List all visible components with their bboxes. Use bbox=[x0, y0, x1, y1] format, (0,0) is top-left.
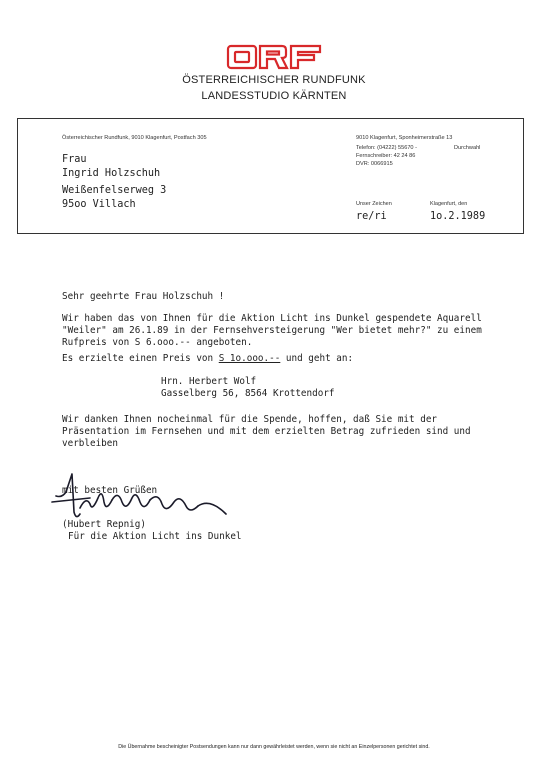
paragraph-3-line-2: Präsentation im Fernsehen und mit dem erzielten Betrag zufrieden sind und bbox=[62, 426, 471, 437]
winner-address: Gasselberg 56, 8564 Krottendorf bbox=[161, 388, 335, 399]
reference-value: re/ri bbox=[356, 211, 387, 222]
closing-phrase: mit besten Grüßen bbox=[62, 485, 158, 496]
date-label: Klagenfurt, den bbox=[430, 201, 468, 207]
footer-note: Die Übernahme bescheinigter Postsendungen kann nur dann gewährleistet werden, wenn sie nicht an Einzelpersonen gerichtet sind. bbox=[118, 744, 430, 750]
paragraph-1-line-3: Rufpreis von S 6.ooo.-- angeboten. bbox=[62, 337, 253, 348]
paragraph-1-line-1: Wir haben das von Ihnen für die Aktion Licht ins Dunkel gespendete Aquarell bbox=[62, 313, 482, 324]
paragraph-2-tail: und geht an: bbox=[280, 353, 354, 364]
signer-name: (Hubert Repnig) bbox=[62, 519, 146, 530]
sender-return-line: Österreichischer Rundfunk, 9010 Klagenfurt, Postfach 305 bbox=[62, 135, 207, 141]
winner-name: Hrn. Herbert Wolf bbox=[161, 376, 257, 387]
telex-number: Fernschreiber: 42 24 86 bbox=[356, 153, 416, 159]
phone-number: Telefon: (04222) 55670 - bbox=[356, 145, 417, 151]
paragraph-3-line-3: verbleiben bbox=[62, 438, 118, 449]
letter-greeting: Sehr geehrte Frau Holzschuh ! bbox=[62, 291, 225, 302]
sale-price: S 1o.ooo.-- bbox=[218, 353, 281, 364]
extension-label: Durchwahl bbox=[454, 145, 481, 151]
orf-logo-graphic bbox=[226, 44, 322, 70]
paragraph-2-lead: Es erzielte einen Preis von bbox=[62, 353, 219, 364]
recipient-salutation: Frau bbox=[62, 154, 87, 165]
organization-name: ÖSTERREICHISCHER RUNDFUNK bbox=[182, 74, 366, 86]
paragraph-2 bbox=[62, 353, 353, 365]
signer-role: Für die Aktion Licht ins Dunkel bbox=[68, 531, 242, 542]
reference-label: Unser Zeichen bbox=[356, 201, 392, 207]
dvr-number: DVR: 0066915 bbox=[356, 161, 393, 167]
paragraph-3-line-1: Wir danken Ihnen nocheinmal für die Spende, hoffen, daß Sie mit der bbox=[62, 414, 438, 425]
paragraph-1-line-2: "Weiler" am 26.1.89 in der Fernsehversteigerung "Wer bietet mehr?" zu einem bbox=[62, 325, 482, 336]
recipient-street: Weißenfelserweg 3 bbox=[62, 185, 167, 196]
recipient-name: Ingrid Holzschuh bbox=[62, 168, 161, 179]
recipient-city: 95oo Villach bbox=[62, 199, 136, 210]
studio-name: LANDESSTUDIO KÄRNTEN bbox=[201, 90, 347, 102]
letter-date: 1o.2.1989 bbox=[430, 211, 486, 222]
orf-logo bbox=[226, 44, 322, 74]
station-address: 9010 Klagenfurt, Sponheimerstraße 13 bbox=[356, 135, 453, 141]
